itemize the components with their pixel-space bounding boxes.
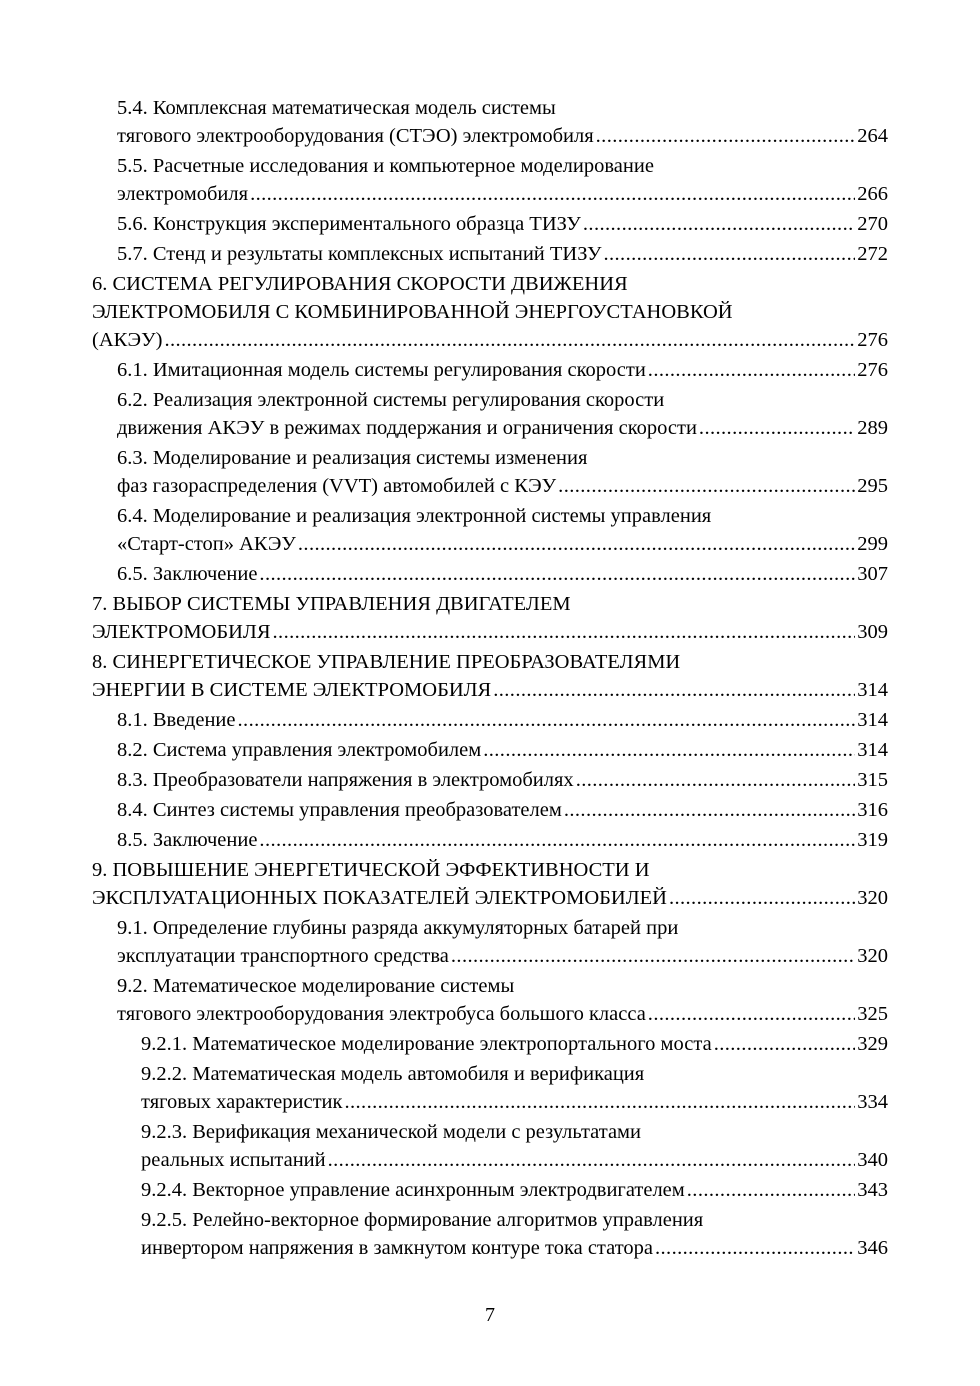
toc-entry[interactable]: [92, 210, 888, 238]
toc-page-number: 276: [857, 359, 888, 381]
toc-page-number: 320: [857, 887, 888, 909]
toc-entry[interactable]: [92, 856, 888, 912]
dot-leader: [648, 356, 855, 384]
toc-page-number: 299: [857, 533, 888, 555]
toc-entry[interactable]: [92, 972, 888, 1028]
toc-page-number: 343: [857, 1179, 888, 1201]
dot-leader: [558, 472, 855, 500]
toc-page-number: 334: [857, 1091, 888, 1113]
toc-entry[interactable]: [92, 1118, 888, 1174]
toc-entry[interactable]: [92, 560, 888, 588]
toc-entry-row: [117, 180, 888, 208]
dot-leader: [564, 796, 855, 824]
dot-leader: [328, 1146, 856, 1174]
toc-entry-row: [141, 1146, 888, 1174]
toc-page-number: 319: [857, 829, 888, 851]
toc-page-number: 264: [857, 125, 888, 147]
toc-entry-title-line: 5.4. Комплексная математическая модель системы: [117, 97, 556, 119]
toc-page-number: 320: [857, 945, 888, 967]
toc-entry-title-line: 9. ПОВЫШЕНИЕ ЭНЕРГЕТИЧЕСКОЙ ЭФФЕКТИВНОСТИ И: [92, 859, 650, 881]
toc-entry-title-line: 6.1. Имитационная модель системы регулирования скорости: [117, 359, 646, 381]
toc-entry-row: [117, 706, 888, 734]
toc-page-number: 314: [857, 709, 888, 731]
toc-entry-title-line: 9.2.2. Математическая модель автомобиля и верификация: [141, 1063, 645, 1085]
toc-entry-title-line: 7. ВЫБОР СИСТЕМЫ УПРАВЛЕНИЯ ДВИГАТЕЛЕМ: [92, 593, 571, 615]
dot-leader: [250, 180, 855, 208]
toc-entry-title-line: инвертором напряжения в замкнутом контуре тока статора: [141, 1237, 653, 1259]
dot-leader: [259, 560, 855, 588]
dot-leader: [596, 122, 856, 150]
toc-entry-row: [117, 472, 888, 500]
toc-entry-title-line: 9.2.5. Релейно-векторное формирование алгоритмов управления: [141, 1209, 704, 1231]
toc-entry[interactable]: [92, 914, 888, 970]
toc-entry[interactable]: [92, 1206, 888, 1262]
dot-leader: [344, 1088, 855, 1116]
dot-leader: [298, 530, 855, 558]
toc-entry-row: [117, 122, 888, 150]
dot-leader: [648, 1000, 855, 1028]
toc-page-number: 270: [857, 213, 888, 235]
dot-leader: [714, 1030, 856, 1058]
toc-entry-title-line: реальных испытаний: [141, 1149, 326, 1171]
toc-entry-title-line: ЭЛЕКТРОМОБИЛЯ С КОМБИНИРОВАННОЙ ЭНЕРГОУСТАНОВКОЙ: [92, 301, 733, 323]
toc-entry-row: [117, 736, 888, 764]
toc-entry-row: [92, 884, 888, 912]
page-number: 7: [485, 1304, 495, 1326]
toc-entry-title-line: 9.2.3. Верификация механической модели с результатами: [141, 1121, 641, 1143]
toc-entry-title-line: ЭЛЕКТРОМОБИЛЯ: [92, 621, 271, 643]
toc-entry-title-line: движения АКЭУ в режимах поддержания и ограничения скорости: [117, 417, 697, 439]
toc-entry[interactable]: [92, 356, 888, 384]
toc-entry-row: [117, 942, 888, 970]
toc-entry-row: [117, 414, 888, 442]
toc-entry-title-line: 6. СИСТЕМА РЕГУЛИРОВАНИЯ СКОРОСТИ ДВИЖЕНИЯ: [92, 273, 628, 295]
dot-leader: [164, 326, 855, 354]
toc-page-number: 309: [857, 621, 888, 643]
toc-page-number: 329: [857, 1033, 888, 1055]
toc-page-number: 295: [857, 475, 888, 497]
toc-entry[interactable]: [92, 1030, 888, 1058]
toc-entry[interactable]: [92, 1060, 888, 1116]
toc-entry[interactable]: [92, 444, 888, 500]
toc-entry-title-line: тягового электрооборудования (СТЭО) электромобиля: [117, 125, 594, 147]
dot-leader: [655, 1234, 855, 1262]
toc-page-number: 346: [857, 1237, 888, 1259]
toc-entry-title-line: 6.4. Моделирование и реализация электронной системы управления: [117, 505, 712, 527]
toc-entry-title-line: тяговых характеристик: [141, 1091, 343, 1113]
toc-entry-title-line: 9.1. Определение глубины разряда аккумуляторных батарей при: [117, 917, 679, 939]
table-of-contents: [92, 94, 888, 1264]
toc-entry[interactable]: [92, 152, 888, 208]
toc-entry-title-line: 9.2.1. Математическое моделирование электропортального моста: [141, 1033, 712, 1055]
toc-entry-row: [117, 796, 888, 824]
dot-leader: [273, 618, 856, 646]
toc-entry-row: [117, 560, 888, 588]
toc-entry-title-line: 9.2.4. Векторное управление асинхронным электродвигателем: [141, 1179, 685, 1201]
toc-entry[interactable]: [92, 736, 888, 764]
toc-entry-row: [117, 1000, 888, 1028]
dot-leader: [583, 210, 855, 238]
toc-entry-title-line: тягового электрооборудования электробуса большого класса: [117, 1003, 646, 1025]
toc-page-number: 289: [857, 417, 888, 439]
toc-entry-title-line: фаз газораспределения (VVT) автомобилей с КЭУ: [117, 475, 557, 497]
toc-entry[interactable]: [92, 826, 888, 854]
toc-entry-row: [117, 240, 888, 268]
toc-entry[interactable]: [92, 94, 888, 150]
toc-entry-row: [117, 356, 888, 384]
toc-entry-title-line: 6.3. Моделирование и реализация системы изменения: [117, 447, 588, 469]
toc-entry[interactable]: [92, 386, 888, 442]
dot-leader: [699, 414, 855, 442]
toc-entry-title-line: 8. СИНЕРГЕТИЧЕСКОЕ УПРАВЛЕНИЕ ПРЕОБРАЗОВАТЕЛЯМИ: [92, 651, 681, 673]
toc-entry-row: [117, 766, 888, 794]
toc-entry-row: [117, 210, 888, 238]
dot-leader: [483, 736, 855, 764]
toc-entry-title-line: электромобиля: [117, 183, 249, 205]
toc-page-number: 276: [857, 329, 888, 351]
toc-entry-row: [117, 826, 888, 854]
toc-entry[interactable]: [92, 502, 888, 558]
dot-leader: [669, 884, 855, 912]
toc-entry-title-line: «Старт-стоп» АКЭУ: [117, 533, 296, 555]
toc-page-number: 315: [857, 769, 888, 791]
toc-entry-title-line: 9.2. Математическое моделирование системы: [117, 975, 515, 997]
toc-entry-row: [117, 530, 888, 558]
toc-page-number: 316: [857, 799, 888, 821]
toc-entry-title-line: 8.2. Система управления электромобилем: [117, 739, 482, 761]
toc-entry-title-line: 6.2. Реализация электронной системы регулирования скорости: [117, 389, 665, 411]
toc-entry-row: [92, 618, 888, 646]
dot-leader: [576, 766, 856, 794]
toc-entry[interactable]: [92, 270, 888, 354]
toc-entry-title-line: 5.5. Расчетные исследования и компьютерное моделирование: [117, 155, 654, 177]
toc-entry-title-line: 8.4. Синтез системы управления преобразователем: [117, 799, 562, 821]
toc-page-number: 340: [857, 1149, 888, 1171]
toc-entry-title-line: 8.5. Заключение: [117, 829, 258, 851]
toc-entry[interactable]: [92, 796, 888, 824]
toc-page-number: 314: [857, 739, 888, 761]
toc-entry-row: [141, 1088, 888, 1116]
toc-entry-title-line: 8.3. Преобразователи напряжения в электромобилях: [117, 769, 574, 791]
dot-leader: [238, 706, 856, 734]
toc-page-number: 266: [857, 183, 888, 205]
toc-page-number: 325: [857, 1003, 888, 1025]
toc-page-number: 307: [857, 563, 888, 585]
toc-entry-row: [141, 1030, 888, 1058]
toc-entry-row: [92, 676, 888, 704]
toc-entry-row: [92, 326, 888, 354]
toc-entry-title-line: эксплуатации транспортного средства: [117, 945, 449, 967]
toc-entry-row: [141, 1234, 888, 1262]
toc-entry[interactable]: [92, 706, 888, 734]
toc-entry-title-line: (АКЭУ): [92, 329, 163, 351]
toc-entry-title-line: ЭНЕРГИИ В СИСТЕМЕ ЭЛЕКТРОМОБИЛЯ: [92, 679, 492, 701]
toc-entry-row: [141, 1176, 888, 1204]
dot-leader: [493, 676, 855, 704]
toc-page-number: 272: [857, 243, 888, 265]
toc-entry[interactable]: [92, 240, 888, 268]
toc-entry-title-line: 8.1. Введение: [117, 709, 236, 731]
toc-entry-title-line: 5.6. Конструкция экспериментального образца ТИЗУ: [117, 213, 581, 235]
toc-entry[interactable]: [92, 1176, 888, 1204]
dot-leader: [451, 942, 855, 970]
toc-page-number: 314: [857, 679, 888, 701]
toc-entry-title-line: 5.7. Стенд и результаты комплексных испытаний ТИЗУ: [117, 243, 602, 265]
dot-leader: [687, 1176, 855, 1204]
dot-leader: [259, 826, 855, 854]
toc-entry-title-line: ЭКСПЛУАТАЦИОННЫХ ПОКАЗАТЕЛЕЙ ЭЛЕКТРОМОБИЛЕЙ: [92, 887, 667, 909]
dot-leader: [603, 240, 855, 268]
toc-entry-title-line: 6.5. Заключение: [117, 563, 258, 585]
toc-entry[interactable]: [92, 766, 888, 794]
toc-entry[interactable]: [92, 590, 888, 646]
toc-entry[interactable]: [92, 648, 888, 704]
